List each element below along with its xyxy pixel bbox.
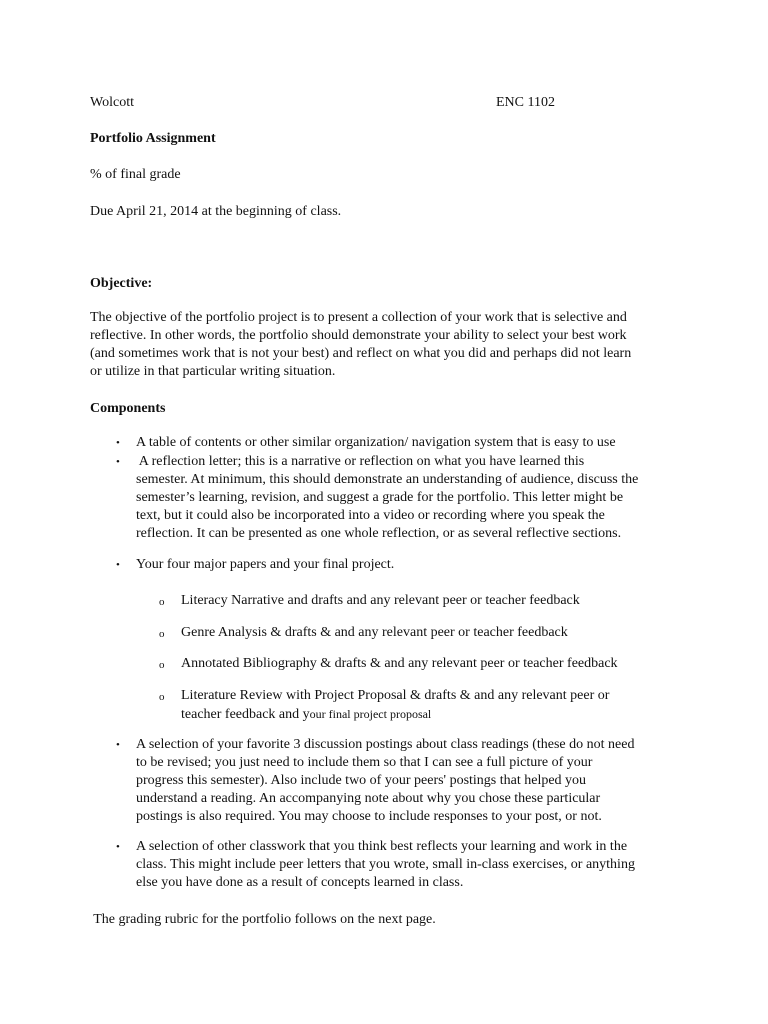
- components-list-5: [90, 838, 690, 892]
- list-item: • A reflection letter; this is a narrative or reflection on what you have learned this semester. At minimum, this should demonstrate an understanding of audience, discuss the semester’s learning, revision, and suggest a grade for the portfolio. This letter might be text, but it could also be incorporated into a video or recording where you speak the reflection. It can be presented as one whole reflection, or as several reflective sections.: [116, 454, 639, 541]
- sub-list-item: o Genre Analysis & drafts & and any relevant peer or teacher feedback: [90, 624, 690, 642]
- grade-line: % of final grade: [90, 167, 181, 182]
- components-list-2: [90, 453, 690, 543]
- bullet-icon: •: [116, 739, 120, 751]
- due-date-line: Due April 21, 2014 at the beginning of class.: [90, 204, 342, 219]
- list-item: • A selection of other classwork that you think best reflects your learning and work in the class. This might include peer letters that you wrote, small in-class exercises, or anything else you have done as a result of concepts learned in class.: [116, 839, 635, 890]
- objective-line: or utilize in that particular writing situation.: [90, 364, 336, 379]
- circle-bullet-icon: o: [159, 628, 165, 640]
- sub-list-item: o Literacy Narrative and drafts and any relevant peer or teacher feedback: [90, 592, 690, 610]
- paper-sublist-2: [90, 624, 690, 642]
- objective-heading: Objective:: [90, 276, 153, 291]
- paper-sublist-1: [90, 592, 690, 610]
- objective-line: reflective. In other words, the portfolio should demonstrate your ability to select your best work: [90, 328, 627, 343]
- components-list-3: [90, 556, 690, 574]
- paper-sublist-3: [90, 655, 690, 673]
- list-item: • A table of contents or other similar organization/ navigation system that is easy to use: [116, 435, 616, 450]
- circle-bullet-icon: o: [159, 691, 165, 703]
- bullet-icon: •: [116, 456, 120, 468]
- objective-line: (and sometimes work that is not your best) and reflect on what you did and perhaps did not learn: [90, 346, 632, 361]
- sub-list-item: o Literature Review with Project Proposal & drafts & and any relevant peer or teacher feedback and your final project proposal: [159, 688, 610, 722]
- closing-line: The grading rubric for the portfolio follows on the next page.: [90, 912, 436, 927]
- bullet-icon: •: [116, 841, 120, 853]
- circle-bullet-icon: o: [159, 596, 165, 608]
- circle-bullet-icon: o: [159, 659, 165, 671]
- list-item: • A selection of your favorite 3 discussion postings about class readings (these do not need to be revised; you just need to include them so that I can see a full picture of your progress this semester). Also include two of your peers' postings that helped you understand a reading. An accompanying note about why you chose these particular postings is also required. You may choose to include responses to your post, or not.: [116, 737, 635, 824]
- components-heading: Components: [90, 401, 166, 416]
- bullet-icon: •: [116, 559, 120, 571]
- author-name: Wolcott: [90, 95, 134, 110]
- course-code: ENC 1102: [496, 95, 555, 110]
- components-list-1: [90, 434, 690, 452]
- components-list-4: [90, 736, 690, 826]
- paper-sublist-4: [90, 687, 690, 724]
- objective-line: The objective of the portfolio project is to present a collection of your work that is selective and: [90, 310, 627, 325]
- document-title: Portfolio Assignment: [90, 131, 216, 146]
- objective-paragraph: [90, 309, 690, 381]
- list-item: • Your four major papers and your final project.: [116, 557, 395, 572]
- bullet-icon: •: [116, 437, 120, 449]
- sub-list-item: o Annotated Bibliography & drafts & and any relevant peer or teacher feedback: [90, 655, 690, 673]
